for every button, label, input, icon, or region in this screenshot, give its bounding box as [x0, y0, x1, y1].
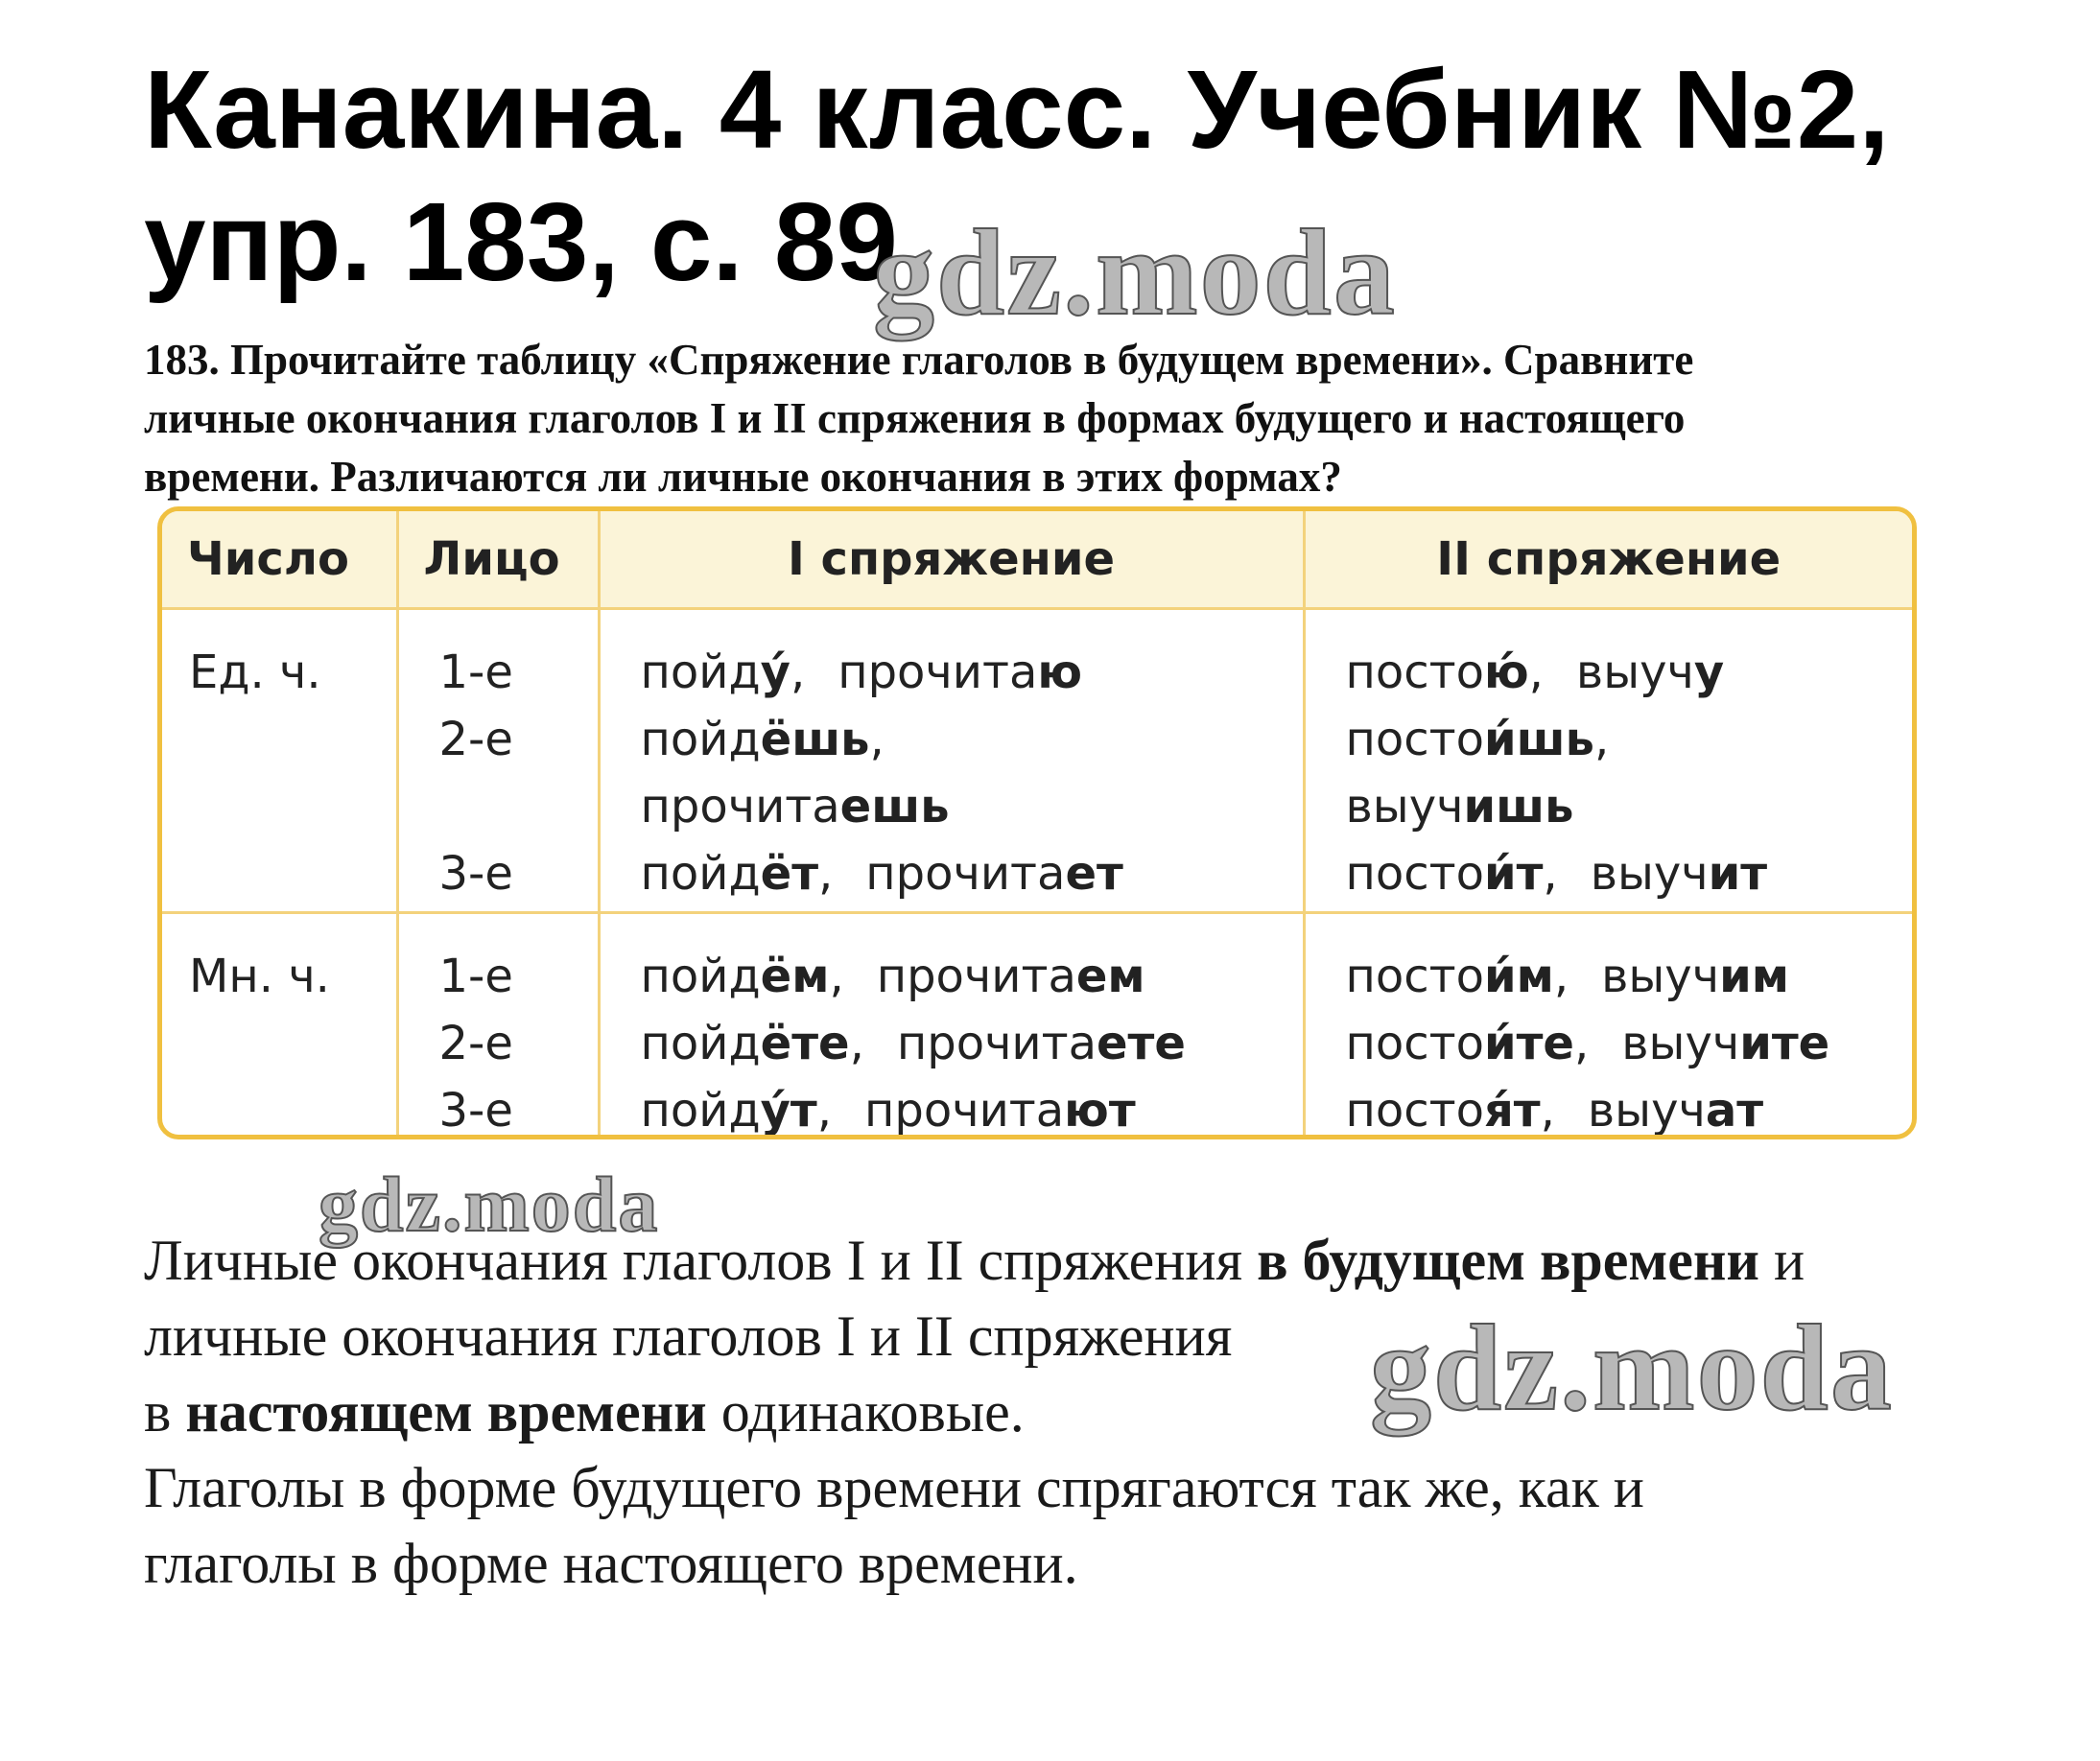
exercise-line-1: 183. Прочитайте таблицу «Спряжение глаголов в будущем времени». Сравните — [144, 336, 1694, 384]
answer-line-2: личные окончания глаголов I и II спряжения — [144, 1304, 1233, 1368]
exercise-line-3: времени. Различаются ли личные окончания в этих формах? — [144, 453, 1342, 501]
table-header-row — [162, 511, 1912, 609]
header-conj-2: II спряжение — [1304, 511, 1912, 609]
cell-conj2-singular: постою́, выучу постои́шь, выучишь постои́т, выучит — [1304, 609, 1912, 913]
answer-line-3: в настоящем времени одинаковые. — [144, 1380, 1025, 1444]
conjugation-table — [157, 506, 1917, 1139]
watermark-logo: gdz.moda — [1370, 1300, 1894, 1436]
answer-line-1: Личные окончания глаголов I и II спряжения в будущем времени и — [144, 1229, 1805, 1292]
table-row-singular — [162, 609, 1912, 913]
exercise-line-2: личные окончания глаголов I и II спряжения в формах будущего и настоящего — [144, 394, 1686, 442]
cell-person-singular: 1-е 2-е 3-е — [397, 609, 599, 913]
cell-number-singular: Ед. ч. — [162, 609, 397, 913]
cell-conj1-plural: пойдём, прочитаем пойдёте, прочитаете пойдýт, прочитают — [599, 913, 1304, 1140]
header-conj-1: I спряжение — [599, 511, 1304, 609]
cell-conj1-singular: пойдý, прочитаю пойдёшь, прочитаешь пойдёт, прочитает — [599, 609, 1304, 913]
cell-person-plural: 1-е 2-е 3-е — [397, 913, 599, 1140]
header-number: Число — [162, 511, 397, 609]
answer-line-4: Глаголы в форме будущего времени спрягаются так же, как и — [144, 1456, 1644, 1519]
header-person: Лицо — [397, 511, 599, 609]
cell-conj2-plural: постои́м, выучим постои́те, выучите постоя́т, выучат — [1304, 913, 1912, 1140]
table-row-plural — [162, 913, 1912, 1140]
exercise-text — [144, 331, 1967, 506]
watermark-logo: gdz.moda — [319, 1161, 660, 1248]
answer-line-5: глаголы в форме настоящего времени. — [144, 1532, 1078, 1595]
title-line-2: упр. 183, с. 89 — [144, 179, 898, 304]
cell-number-plural: Мн. ч. — [162, 913, 397, 1140]
watermark-logo: gdz.moda — [873, 204, 1397, 340]
title-line-1: Канакина. 4 класс. Учебник №2, — [144, 47, 1890, 172]
